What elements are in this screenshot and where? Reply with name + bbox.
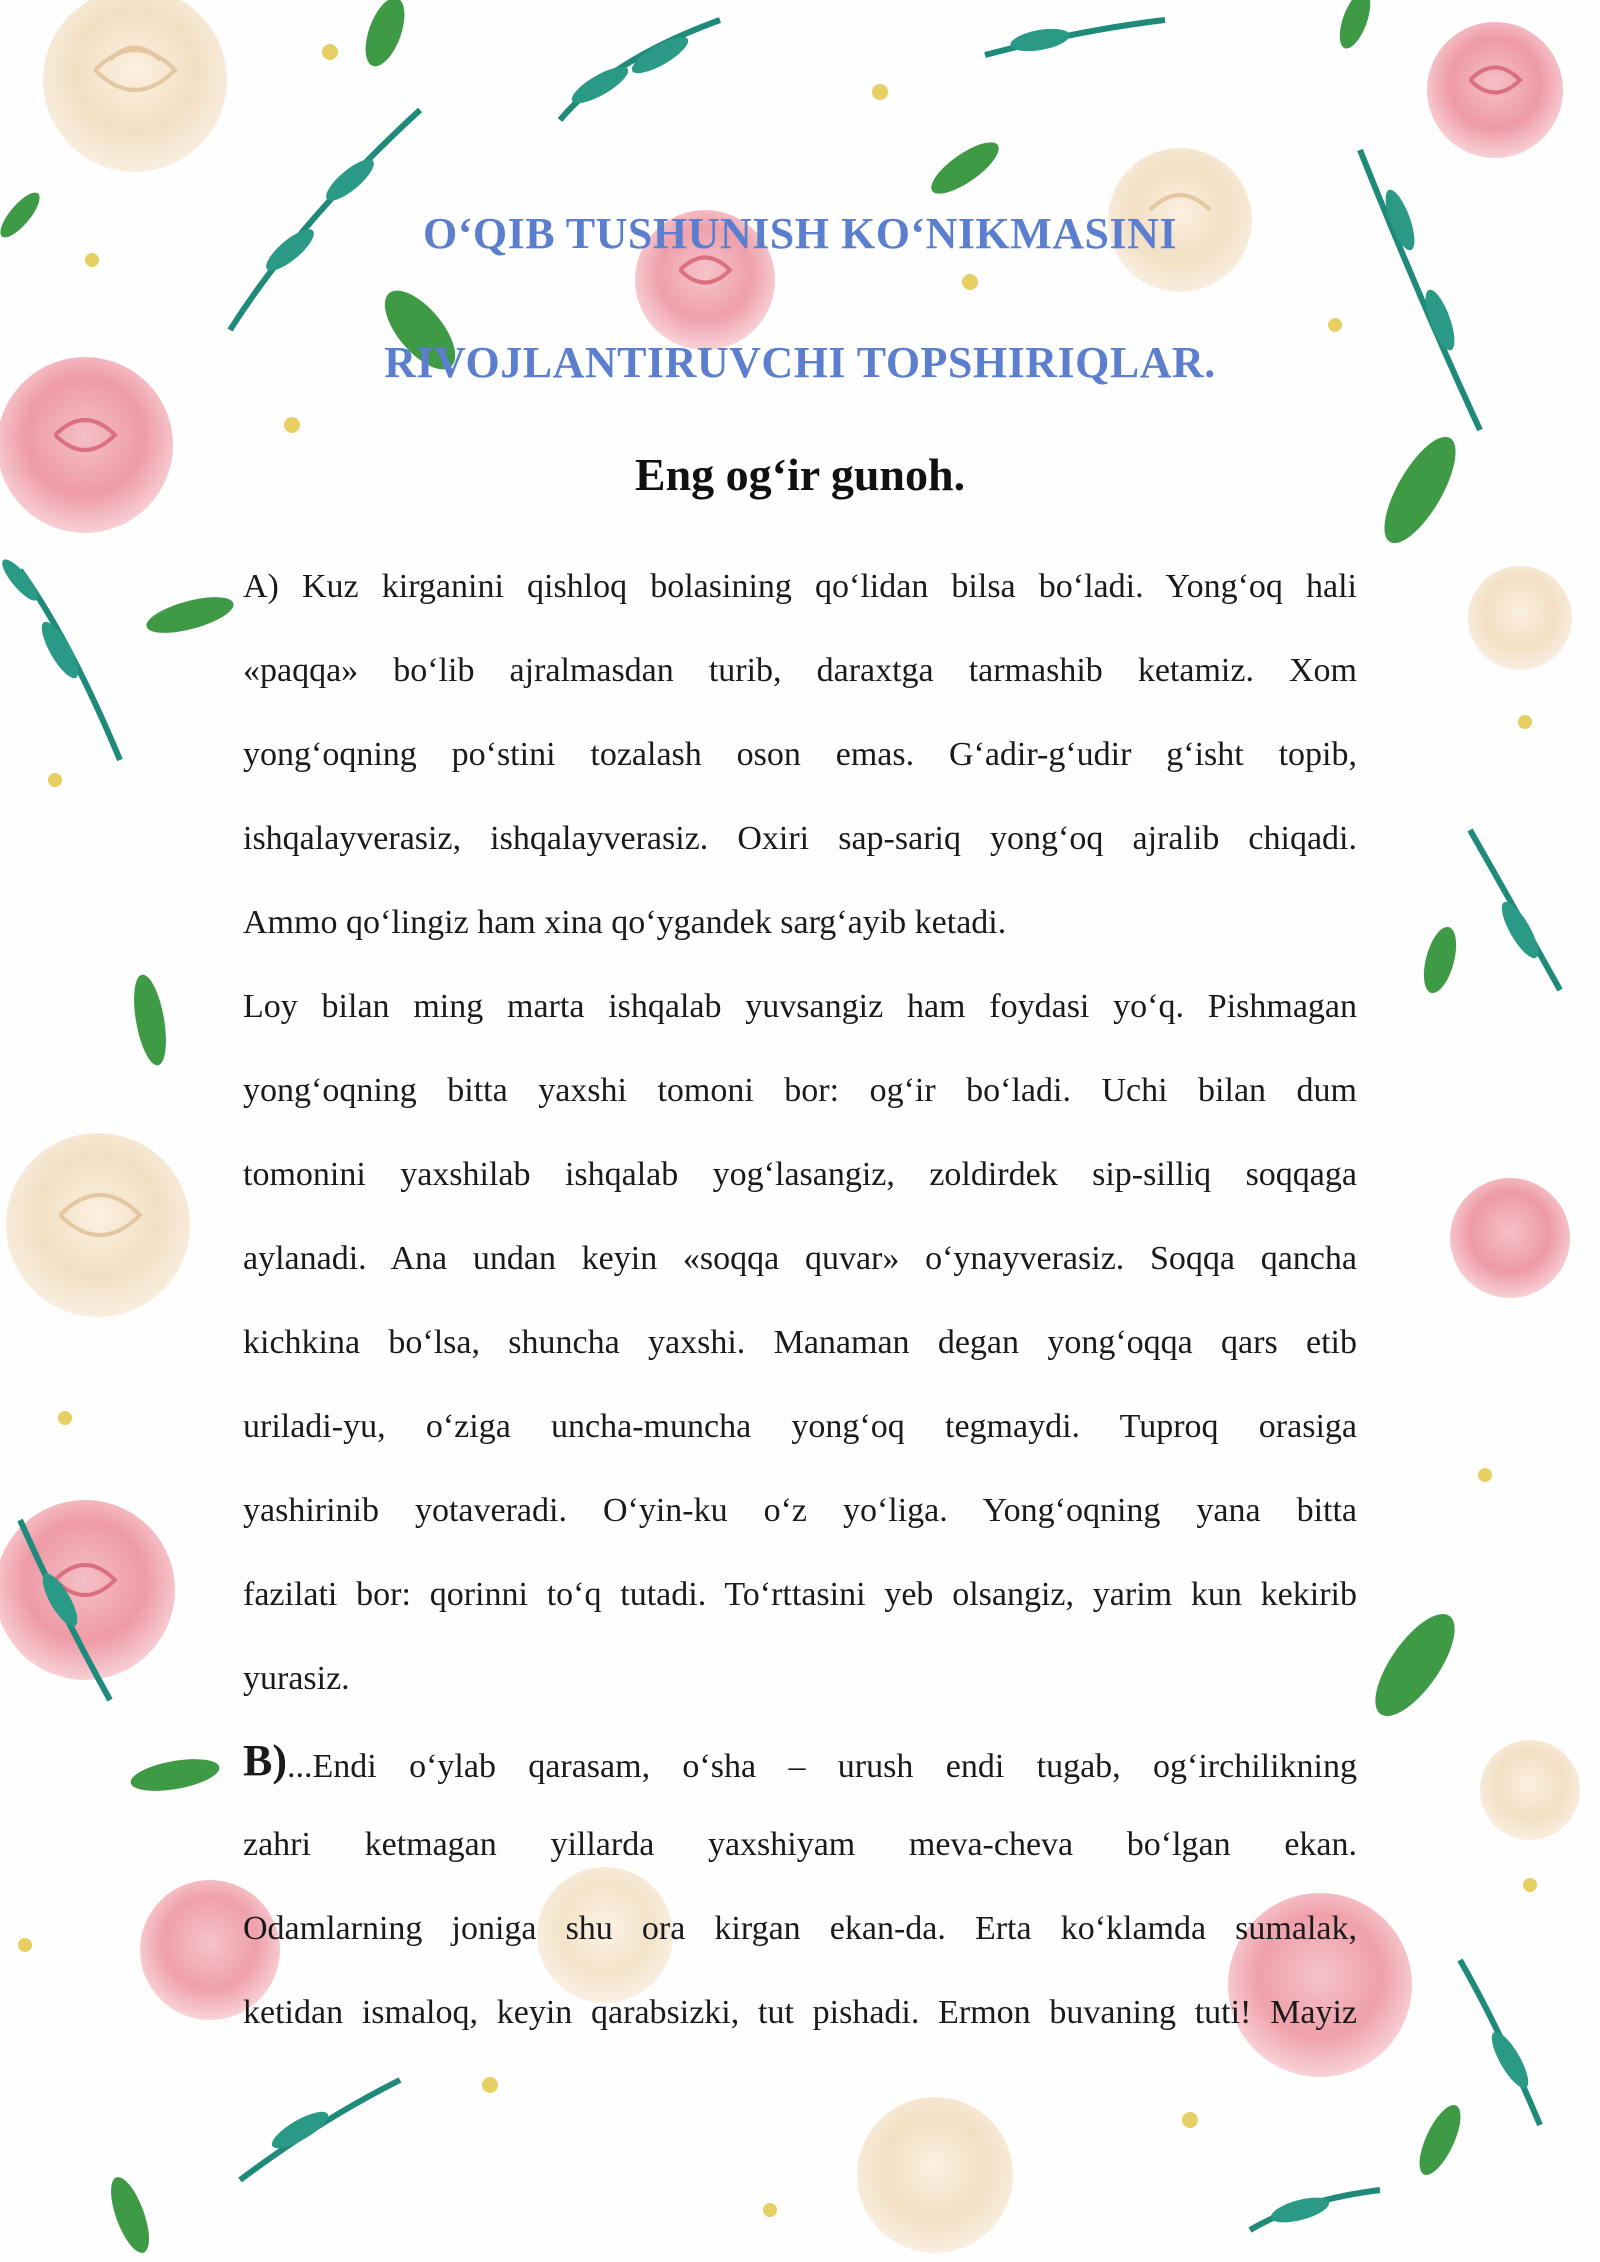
paragraph-line: Ammo qo‘lingiz ham xina qo‘ygandek sarg‘ayib ketadi. <box>243 904 1007 941</box>
paragraph-line: tomonini yaxshilab ishqalab yog‘lasangiz, zoldirdek sip-silliq soqqaga <box>243 1156 1357 1193</box>
paragraph-line: zahri ketmagan yillarda yaxshiyam meva-cheva bo‘lgan ekan. <box>243 1826 1357 1863</box>
paragraph-line: uriladi-yu, o‘ziga uncha-muncha yong‘oq tegmaydi. Tuproq orasiga <box>243 1408 1357 1445</box>
paragraph-line: ...Endi o‘ylab qarasam, o‘sha – urush endi tugab, og‘irchilikning <box>287 1748 1357 1785</box>
paragraph-line: yurasiz. <box>243 1660 350 1697</box>
paragraph-line: ketidan ismaloq, keyin qarabsizki, tut pishadi. Ermon buvaning tuti! Mayiz <box>243 1994 1357 2031</box>
paragraph-line: Odamlarning joniga shu ora kirgan ekan-da. Erta ko‘klamda sumalak, <box>243 1910 1357 1947</box>
paragraph-line: Loy bilan ming marta ishqalab yuvsangiz ham foydasi yo‘q. Pishmagan <box>243 988 1357 1025</box>
section-b-first-line <box>243 1736 1357 1789</box>
paragraph-line: fazilati bor: qorinni to‘q tutadi. To‘rttasini yeb olsangiz, yarim kun kekirib <box>243 1576 1357 1613</box>
paragraph-line: yong‘oqning bitta yaxshi tomoni bor: og‘ir bo‘ladi. Uchi bilan dum <box>243 1072 1357 1109</box>
paragraph-line: ishqalayverasiz, ishqalayverasiz. Oxiri sap-sariq yong‘oq ajralib chiqadi. <box>243 820 1357 857</box>
paragraph-line: kichkina bo‘lsa, shuncha yaxshi. Manaman degan yong‘oqqa qars etib <box>243 1324 1357 1361</box>
section-b-marker: B) <box>243 1736 287 1785</box>
paragraph-line: yashirinib yotaveradi. O‘yin-ku o‘z yo‘liga. Yong‘oqning yana bitta <box>243 1492 1357 1529</box>
story-title: Eng og‘ir gunoh. <box>634 449 966 500</box>
paragraph-line: yong‘oqning po‘stini tozalash oson emas. G‘adir-g‘udir g‘isht topib, <box>243 736 1357 773</box>
paragraph-line: A) Kuz kirganini qishloq bolasining qo‘lidan bilsa bo‘ladi. Yong‘oq hali <box>243 568 1357 605</box>
page-title-line-1: O‘QIB TUSHUNISH KO‘NIKMASINI <box>423 209 1177 258</box>
paragraph-line: aylanadi. Ana undan keyin «soqqa quvar» o‘ynayverasiz. Soqqa qancha <box>243 1240 1357 1277</box>
paragraph-line: «paqqa» bo‘lib ajralmasdan turib, daraxtga tarmashib ketamiz. Xom <box>243 652 1357 689</box>
page-title-line-2: RIVOJLANTIRUVCHI TOPSHIRIQLAR. <box>384 338 1216 387</box>
